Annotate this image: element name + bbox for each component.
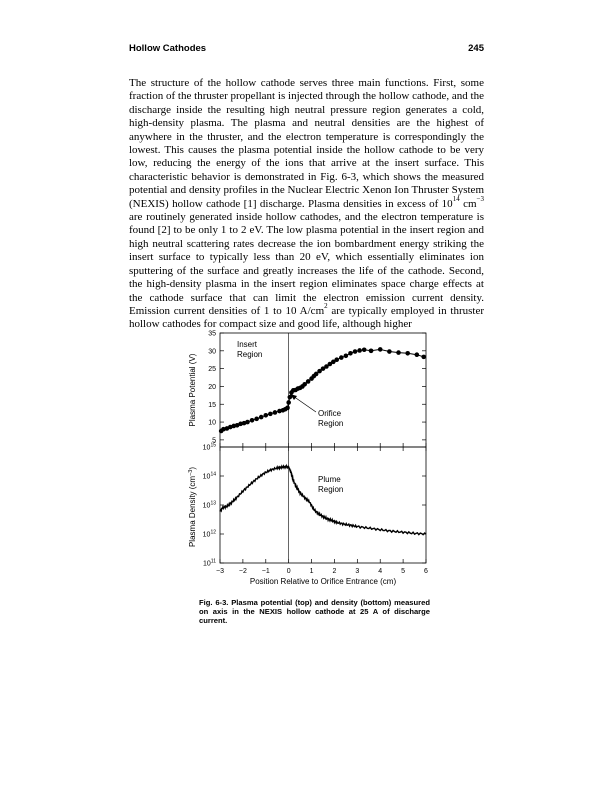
top-y-tick-label: 25 bbox=[208, 366, 216, 374]
potential-data-point bbox=[245, 420, 250, 425]
x-tick-label: −3 bbox=[216, 568, 224, 575]
body-text-part-2: cm bbox=[459, 197, 477, 210]
x-tick-label: 6 bbox=[424, 568, 428, 575]
bottom-y-axis-label-main: Plasma Density (cm bbox=[188, 475, 197, 548]
x-tick-label: 3 bbox=[355, 568, 360, 575]
running-title: Hollow Cathodes bbox=[129, 43, 207, 54]
body-text-part-4: are typically employed in thruster hollow cathodes for compact size and good life, although higher bbox=[129, 304, 484, 331]
potential-data-point bbox=[288, 395, 293, 400]
insert-region-label bbox=[237, 340, 262, 359]
bottom-panel-frame bbox=[220, 447, 426, 563]
top-y-tick-label: 15 bbox=[208, 401, 216, 409]
bottom-y-tick-label bbox=[203, 559, 216, 568]
figure-6-3 bbox=[182, 326, 444, 593]
potential-data-point bbox=[378, 347, 383, 352]
bottom-y-tick-label bbox=[203, 443, 217, 452]
x-tick-label: 4 bbox=[378, 568, 383, 575]
body-text-part-1: The structure of the hollow cathode serves three main functions. First, some fraction of the thruster propellant is injected through the hollow cathode, and the discharge inside the resulting high neutral pressure region generates a cold, high-density plasma. The plasma and neutral densities are the highest of anywhere in the thruster, and the electron temperature is correspondingly the lowest. This causes the plasma potential inside the hollow cathode to be very low, reducing the energy of the ions that arrive at the insert surface. This characteristic behavior is demonstrated in Fig. 6-3, which shows the measured potential and density profiles in the Nuclear Electric Xenon Ion Thruster System (NEXIS) hollow cathode [1] discharge. Plasma densities in excess of 10 bbox=[129, 77, 484, 210]
potential-data-point bbox=[353, 349, 358, 354]
potential-data-point bbox=[405, 351, 410, 356]
potential-data-point bbox=[421, 355, 426, 360]
bottom-y-axis-label bbox=[188, 467, 197, 547]
potential-data-point bbox=[286, 400, 291, 405]
x-tick-label: 1 bbox=[309, 568, 314, 575]
orifice-arrow-line bbox=[293, 396, 316, 412]
body-exponent-14: 14 bbox=[452, 195, 460, 203]
potential-data-point bbox=[415, 352, 420, 357]
orifice-region-label-line-2: Region bbox=[318, 419, 344, 428]
top-y-tick-label: 30 bbox=[208, 348, 216, 356]
top-y-axis-label: Plasma Potential (V) bbox=[188, 353, 197, 427]
x-tick-label: 0 bbox=[286, 568, 291, 575]
bottom-y-tick-exponent: 15 bbox=[210, 442, 216, 449]
potential-data-point bbox=[357, 348, 362, 353]
x-tick-label: 5 bbox=[401, 568, 406, 575]
insert-region-label-line-2: Region bbox=[237, 350, 263, 359]
top-y-tick-label: 10 bbox=[208, 419, 216, 427]
x-tick-label: −1 bbox=[261, 568, 270, 575]
bottom-y-tick-base: 10 bbox=[202, 531, 211, 539]
orifice-region-label bbox=[318, 409, 343, 428]
bottom-y-tick-exponent: 13 bbox=[210, 500, 216, 507]
top-y-tick-label: 20 bbox=[208, 384, 216, 392]
plume-region-label-line-1: Plume bbox=[318, 475, 341, 484]
potential-data-point bbox=[259, 415, 264, 420]
figure-caption bbox=[199, 598, 430, 626]
bottom-y-tick-label bbox=[203, 472, 217, 481]
top-y-tick-label: 35 bbox=[208, 330, 216, 338]
caption-text: Plasma potential (top) and density (bottom) measured on axis in the NEXIS hollow cathode at 25 A of discharge current. bbox=[199, 598, 430, 626]
x-tick-label: −2 bbox=[238, 568, 247, 575]
plume-region-label-line-2: Region bbox=[318, 485, 344, 494]
x-tick-label: 2 bbox=[332, 568, 337, 575]
potential-data-point bbox=[268, 412, 273, 417]
body-exponent-minus-3: −3 bbox=[476, 195, 484, 203]
potential-data-point bbox=[339, 355, 344, 360]
bottom-y-tick-exponent: 12 bbox=[210, 529, 216, 536]
potential-data-point bbox=[369, 349, 374, 354]
bottom-y-tick-base: 10 bbox=[202, 502, 211, 510]
potential-data-point bbox=[273, 410, 278, 415]
bottom-y-axis-label-close: ) bbox=[188, 466, 197, 470]
potential-data-point bbox=[250, 418, 255, 423]
bottom-y-tick-label bbox=[203, 530, 217, 539]
plume-region-label bbox=[318, 475, 343, 494]
potential-data-point bbox=[387, 349, 392, 354]
bottom-y-axis-label-exponent: −3 bbox=[188, 469, 194, 476]
potential-data-point bbox=[348, 351, 353, 356]
caption-label: Fig. 6-3. bbox=[199, 598, 229, 607]
x-ticks bbox=[216, 443, 428, 575]
x-axis-label: Position Relative to Orifice Entrance (cm) bbox=[249, 577, 397, 586]
orifice-region-label-line-1: Orifice bbox=[318, 409, 342, 418]
running-header bbox=[129, 43, 484, 57]
bottom-y-tick-label bbox=[203, 501, 217, 510]
bottom-y-tick-base: 10 bbox=[202, 473, 211, 481]
potential-data-point bbox=[362, 347, 367, 352]
body-paragraph bbox=[129, 77, 484, 332]
body-exponent-2: 2 bbox=[324, 302, 328, 311]
figure-chart bbox=[182, 326, 444, 593]
bottom-y-tick-exponent: 11 bbox=[210, 558, 216, 565]
potential-data-point bbox=[263, 413, 268, 418]
potential-data-point bbox=[396, 350, 401, 355]
body-text-part-3: are routinely generated inside hollow cathodes, and the electron temperature is found [2] to be only 1 to 2 eV. The low plasma potential in the insert region and high neutral scattering rates decrease the ion bombardment energy striking the insert surface to typically less than 20 eV, which essentially eliminates ion sputtering of the surface and greatly increases the life of the cathode. Second, the high-density plasma in the insert region eliminates space charge effects at the cathode surface that can limit the electron emission current density. Emission current densities of 1 to 10 A/cm bbox=[129, 211, 484, 317]
bottom-y-tick-exponent: 14 bbox=[210, 471, 216, 478]
potential-data-point bbox=[334, 357, 339, 362]
bottom-y-tick-base: 10 bbox=[203, 560, 211, 568]
bottom-y-ticks bbox=[203, 443, 426, 568]
top-y-tick-label: 5 bbox=[212, 437, 216, 445]
bottom-y-tick-base: 10 bbox=[202, 444, 211, 452]
insert-region-label-line-1: Insert bbox=[237, 340, 258, 349]
page-number: 245 bbox=[468, 43, 484, 54]
potential-data-point bbox=[344, 354, 349, 359]
potential-data-point bbox=[254, 417, 259, 422]
potential-data-point bbox=[285, 406, 290, 411]
